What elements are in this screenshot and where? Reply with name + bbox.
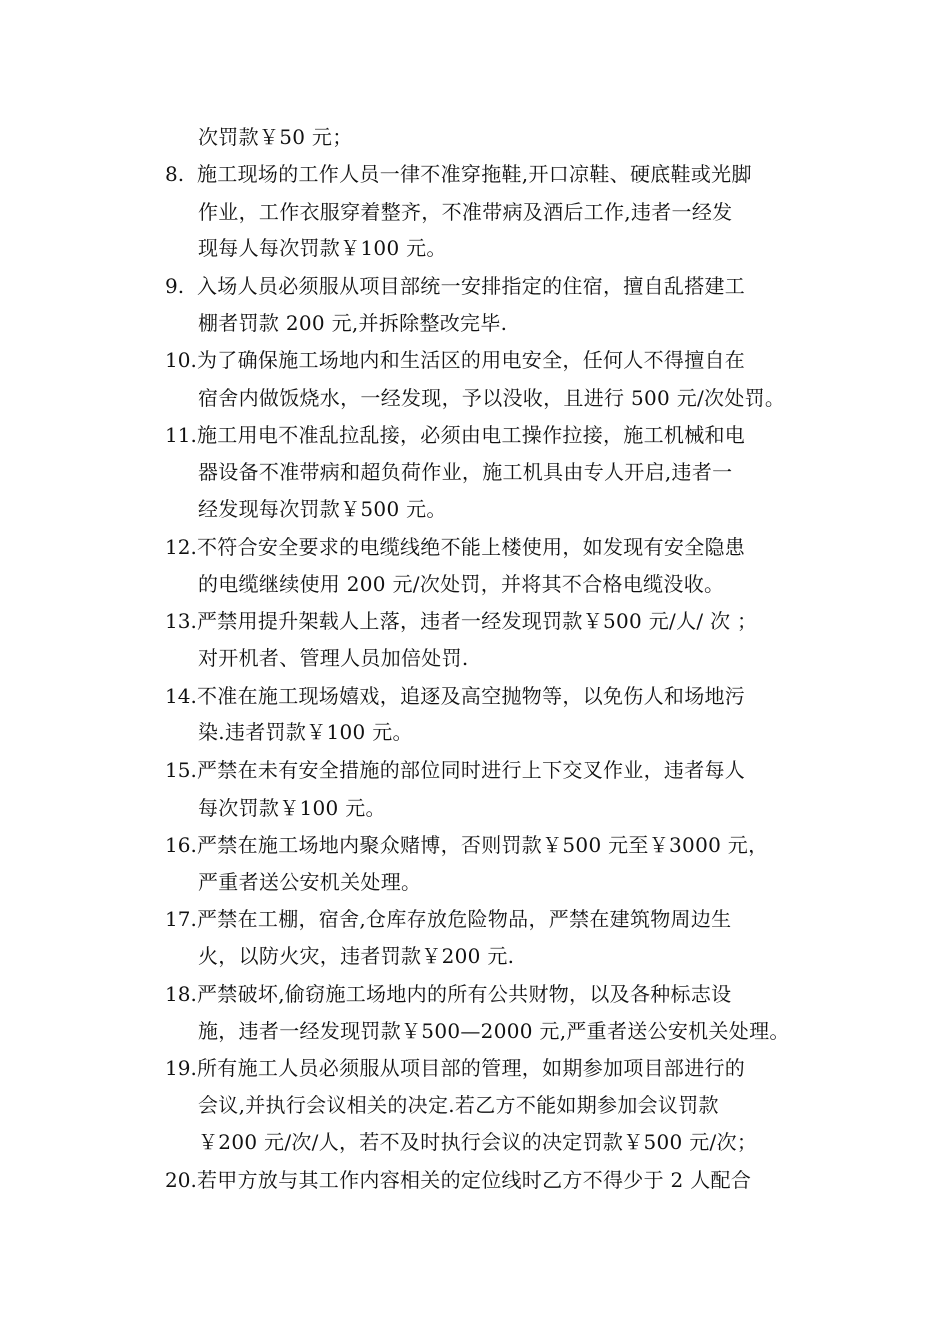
list-number: 14. [165,684,197,708]
paragraph-line: 不准在施工现场嬉戏，追逐及高空抛物等，以免伤人和场地污 [197,684,746,708]
paragraph-line: 器设备不准带病和超负荷作业，施工机具由专人开启,违者一 [198,460,733,484]
paragraph-line: 所有施工人员必须服从项目部的管理，如期参加项目部进行的 [197,1056,746,1080]
list-number: 11. [165,423,197,447]
paragraph-line: 入场人员必须服从项目部统一安排指定的住宿，擅自乱搭建工 [197,274,746,298]
list-number: 12. [165,535,197,559]
paragraph-line: 严禁用提升架载人上落，违者一经发现罚款￥500 元/人/ 次 ； [197,609,758,633]
paragraph-line: 棚者罚款 200 元,并拆除整改完毕. [198,311,508,335]
paragraph-line: 每次罚款￥100 元。 [198,796,386,820]
list-number: 17. [165,907,197,931]
paragraph-line: 施工用电不准乱拉乱接，必须由电工操作拉接，施工机械和电 [197,423,746,447]
list-number: 19. [165,1056,197,1080]
paragraph-line: 的电缆继续使用 200 元/次处罚，并将其不合格电缆没收。 [198,572,725,596]
paragraph-line: 火，以防火灾，违者罚款￥200 元. [198,944,515,968]
paragraph-line: 施工现场的工作人员一律不准穿拖鞋,开口凉鞋、硬底鞋或光脚 [197,162,752,186]
list-number: 13. [165,609,197,633]
list-number: 18. [165,982,197,1006]
paragraph-line: 宿舍内做饭烧水，一经发现，予以没收，且进行 500 元/次处罚。 [198,386,786,410]
paragraph-line: 染.违者罚款￥100 元。 [198,720,413,744]
paragraph-line: 作业，工作衣服穿着整齐，不准带病及酒后工作,违者一经发 [198,200,733,224]
paragraph-line: 严禁在施工场地内聚众赌博，否则罚款￥500 元至￥3000 元， [197,833,769,857]
list-number: 20. [165,1168,197,1192]
paragraph-line: 为了确保施工场地内和生活区的用电安全，任何人不得擅自在 [197,348,746,372]
paragraph-line: 次罚款￥50 元； [198,125,353,149]
paragraph-line: 严禁破坏,偷窃施工场地内的所有公共财物，以及各种标志设 [197,982,732,1006]
list-number: 15. [165,758,197,782]
list-number: 16. [165,833,197,857]
paragraph-line: 现每人每次罚款￥100 元。 [198,236,447,260]
paragraph-line: 经发现每次罚款￥500 元。 [198,497,447,521]
paragraph-line: 严禁在工棚，宿舍,仓库存放危险物品，严禁在建筑物周边生 [197,907,732,931]
list-number: 9. [165,274,185,298]
paragraph-line: 严禁在未有安全措施的部位同时进行上下交叉作业，违者每人 [197,758,746,782]
paragraph-line: 严重者送公安机关处理。 [198,870,422,894]
paragraph-line: 施，违者一经发现罚款￥500—2000 元,严重者送公安机关处理。 [198,1019,790,1043]
list-number: 10. [165,348,197,372]
paragraph-line: 若甲方放与其工作内容相关的定位线时乙方不得少于 2 人配合 [197,1168,752,1192]
paragraph-line: ￥200 元/次/人，若不及时执行会议的决定罚款￥500 元/次； [198,1130,758,1154]
list-number: 8. [165,162,185,186]
paragraph-line: 会议,并执行会议相关的决定.若乙方不能如期参加会议罚款 [198,1093,719,1117]
paragraph-line: 不符合安全要求的电缆线绝不能上楼使用，如发现有安全隐患 [197,535,746,559]
paragraph-line: 对开机者、管理人员加倍处罚. [198,646,469,670]
